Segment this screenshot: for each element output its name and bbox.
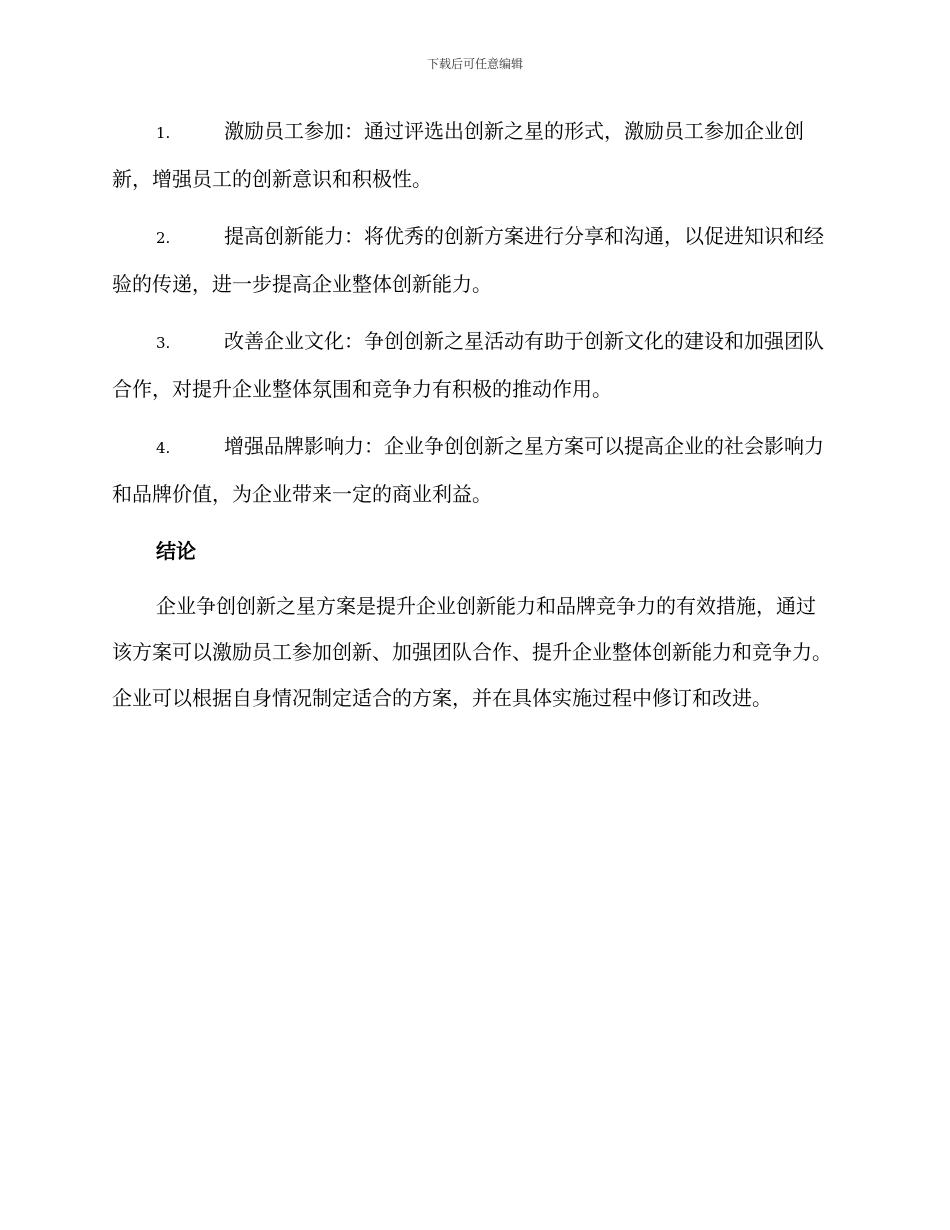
list-item-number: 2. xyxy=(156,229,171,247)
list-item-text: 激励员工参加：通过评选出创新之星的形式，激励员工参加企业创新，增强员工的创新意识和积极性。 xyxy=(112,119,804,191)
conclusion-paragraph: 企业争创创新之星方案是提升企业创新能力和品牌竞争力的有效措施，通过该方案可以激励员工参加创新、加强团队合作、提升企业整体创新能力和竞争力。企业可以根据自身情况制定适合的方案，并在具体实施过程中修订和改进。 xyxy=(112,594,832,710)
list-item-number: 3. xyxy=(156,334,171,352)
list-item xyxy=(112,423,834,517)
list-item xyxy=(112,108,834,202)
list-item-text: 提高创新能力：将优秀的创新方案进行分享和沟通，以促进知识和经验的传递，进一步提高企业整体创新能力。 xyxy=(112,224,824,296)
list-item-text: 增强品牌影响力：企业争创创新之星方案可以提高企业的社会影响力和品牌价值，为企业带来一定的商业利益。 xyxy=(112,434,824,506)
list-item xyxy=(112,318,834,412)
list-item xyxy=(112,213,834,307)
conclusion-heading: 结论 xyxy=(156,539,196,563)
document-body xyxy=(112,108,834,721)
list-item-number: 1. xyxy=(156,124,171,142)
page-header-note: 下载后可任意编辑 xyxy=(426,57,523,71)
list-item-text: 改善企业文化：争创创新之星活动有助于创新文化的建设和加强团队合作，对提升企业整体氛围和竞争力有积极的推动作用。 xyxy=(112,329,824,401)
list-item-number: 4. xyxy=(156,439,171,457)
